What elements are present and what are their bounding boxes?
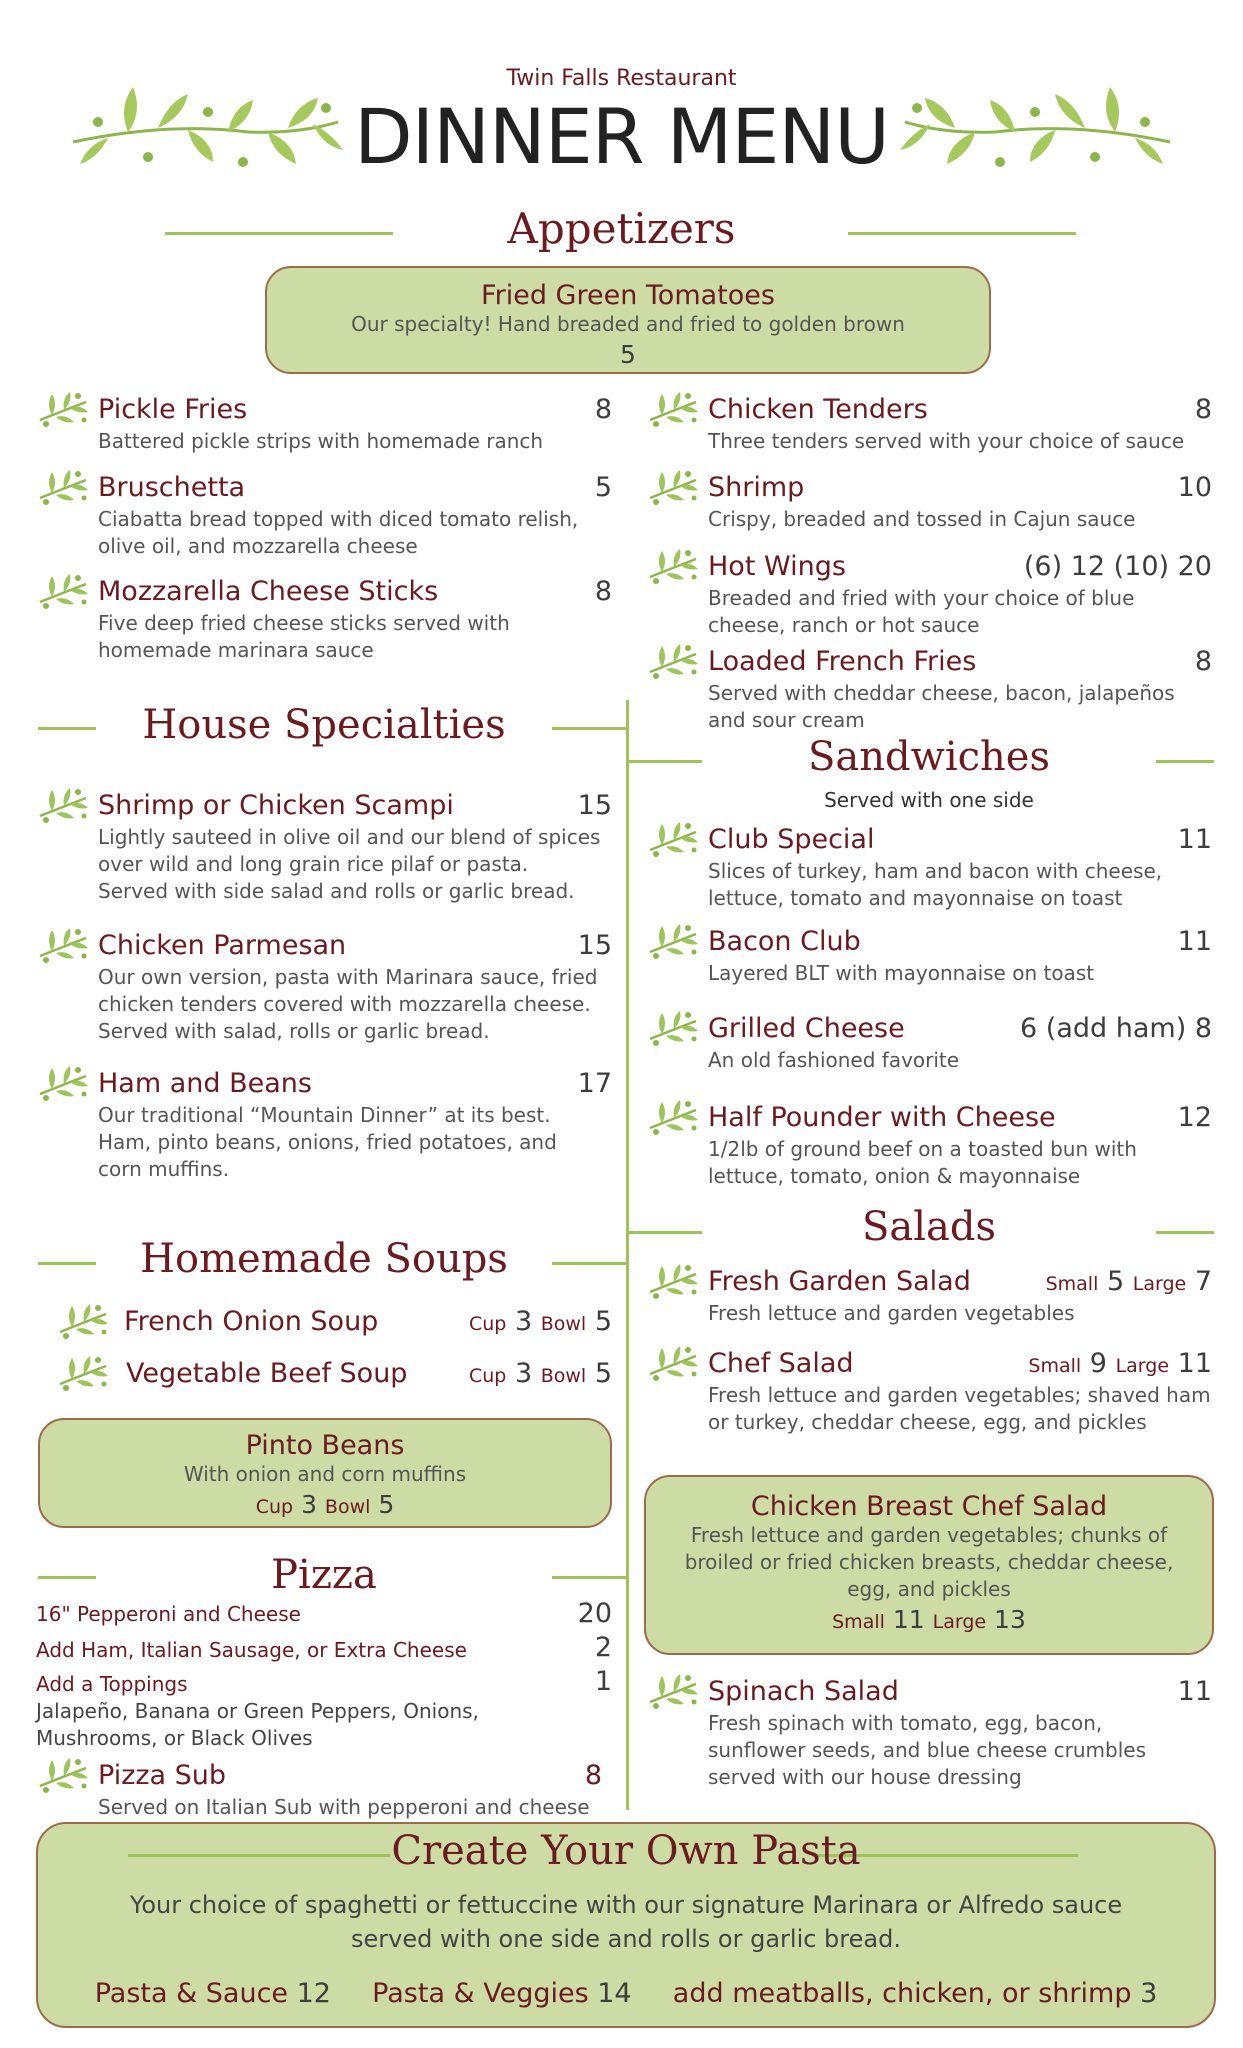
item-desc: Served with cheddar cheese, bacon, jalapeños and sour cream (708, 681, 1175, 732)
restaurant-name: Twin Falls Restaurant (506, 66, 737, 91)
item-name: Chef Salad (708, 1348, 854, 1379)
large-price: 11 (1177, 1348, 1212, 1379)
section-title-pasta: Create Your Own Pasta (391, 1828, 861, 1874)
cup-price: 3 (301, 1490, 317, 1519)
pizza-line-price: 2 (594, 1632, 612, 1663)
section-title-pizza: Pizza (271, 1552, 377, 1598)
sprig-icon (648, 1672, 700, 1712)
menu-item (648, 1013, 1212, 1073)
menu-item (648, 1676, 1212, 1789)
divider (1156, 760, 1214, 763)
divider (552, 727, 626, 730)
divider (38, 1576, 96, 1579)
item-price: 11 (1177, 1676, 1212, 1707)
item-name: Hot Wings (708, 551, 846, 582)
featured-name: Pinto Beans (245, 1430, 405, 1461)
item-desc: Lightly sauteed in olive oil and our blend of spices over wild and long grain rice pilaf or pasta. Served with side salad and rolls or garlic bread. (98, 825, 601, 903)
pasta-option: Pasta & Sauce 12 (94, 1978, 331, 2009)
item-price (469, 1358, 612, 1389)
item-price: 8 (594, 576, 612, 607)
menu-item (648, 824, 1212, 910)
item-name: Vegetable Beef Soup (126, 1358, 408, 1389)
featured-desc: Our specialty! Hand breaded and fried to golden brown (351, 312, 905, 336)
item-name: Chicken Parmesan (98, 930, 347, 961)
item-desc: Served on Italian Sub with pepperoni and cheese (98, 1795, 590, 1819)
pizza-line-label: Add Ham, Italian Sausage, or Extra Cheese (36, 1638, 467, 1662)
bowl-price: 5 (594, 1306, 612, 1337)
item-desc: Slices of turkey, ham and bacon with cheese, lettuce, tomato and mayonnaise on toast (708, 859, 1163, 910)
pasta-box (36, 1822, 1216, 2028)
pizza-toppings: Jalapeño, Banana or Green Peppers, Onions, Mushrooms, or Black Olives (36, 1699, 479, 1750)
small-label: Small (832, 1611, 885, 1633)
small-price: 5 (1106, 1266, 1125, 1297)
divider (552, 1262, 626, 1265)
item-name: Spinach Salad (708, 1676, 899, 1707)
item-desc: Five deep fried cheese sticks served with homemade marinara sauce (98, 611, 510, 662)
menu-item (38, 790, 612, 903)
item-name: French Onion Soup (124, 1306, 379, 1337)
salad-item (648, 1348, 1212, 1434)
section-title-sandwiches: Sandwiches (807, 734, 1050, 780)
small-price: 9 (1089, 1348, 1107, 1379)
divider (626, 760, 702, 763)
large-price: 7 (1194, 1266, 1212, 1297)
cup-price: 3 (514, 1358, 533, 1389)
sprig-icon (38, 390, 90, 430)
featured-price: 5 (620, 340, 636, 369)
item-desc: An old fashioned favorite (708, 1048, 960, 1072)
featured-name: Fried Green Tomatoes (481, 280, 775, 311)
item-name: Pizza Sub (98, 1760, 227, 1791)
cup-price: 3 (514, 1306, 533, 1337)
sprig-icon (648, 642, 700, 682)
featured-name: Chicken Breast Chef Salad (750, 1491, 1108, 1522)
menu-item (38, 1068, 612, 1181)
sprig-icon (648, 820, 700, 860)
item-name: Chicken Tenders (708, 394, 928, 425)
sprig-icon (58, 1354, 110, 1394)
sprig-icon (648, 1262, 700, 1302)
pasta-desc: Your choice of spaghetti or fettuccine with our signature Marinara or Alfredo sauce served with one side and rolls or garlic bread. (129, 1891, 1123, 1953)
featured-appetizer-box (265, 266, 991, 374)
menu-item (38, 930, 612, 1043)
sprig-icon (38, 1064, 90, 1104)
featured-desc: With onion and corn muffins (183, 1462, 467, 1486)
bowl-price: 5 (594, 1358, 612, 1389)
small-label: Small (1028, 1355, 1082, 1377)
divider (38, 727, 96, 730)
sprig-icon (38, 926, 90, 966)
featured-price (646, 1605, 1212, 1634)
item-name: Half Pounder with Cheese (708, 1102, 1056, 1133)
sprig-icon (38, 1756, 90, 1796)
item-desc: Our own version, pasta with Marinara sauce, fried chicken tenders covered with mozzarella cheese. Served with salad, rolls or garlic bread. (98, 965, 598, 1043)
item-name: Fresh Garden Salad (708, 1266, 971, 1297)
item-name: Club Special (708, 824, 875, 855)
menu-item (648, 646, 1212, 732)
sprig-icon (38, 786, 90, 826)
pizza-line-price: 1 (594, 1666, 612, 1697)
featured-soup-box (38, 1418, 612, 1528)
sprig-icon (38, 572, 90, 612)
section-title-homemade-soups: Homemade Soups (140, 1236, 508, 1282)
menu-item (648, 394, 1212, 454)
large-label: Large (1115, 1355, 1170, 1377)
item-price (469, 1306, 612, 1337)
section-title-salads: Salads (861, 1204, 997, 1250)
soup-item (58, 1306, 612, 1346)
item-price: 8 (1194, 646, 1212, 677)
menu-item (38, 576, 612, 662)
item-name: Bruschetta (98, 472, 246, 503)
cup-label: Cup (468, 1365, 507, 1387)
item-price (1046, 1266, 1212, 1297)
sprig-icon (648, 1098, 700, 1138)
sprig-icon (648, 547, 700, 587)
item-desc: Layered BLT with mayonnaise on toast (708, 961, 1095, 985)
bowl-label: Bowl (540, 1313, 587, 1335)
bowl-label: Bowl (324, 1496, 371, 1518)
featured-price (40, 1490, 610, 1519)
item-name: Loaded French Fries (708, 646, 977, 677)
menu-item (38, 1760, 612, 1820)
soup-item (58, 1358, 612, 1398)
item-price: 6 (add ham) 8 (1020, 1013, 1212, 1044)
menu-item (648, 926, 1212, 986)
section-title-house-specialties: House Specialties (142, 702, 506, 748)
bowl-label: Bowl (540, 1365, 587, 1387)
cup-label: Cup (468, 1313, 507, 1335)
menu-item (648, 472, 1212, 532)
cup-label: Cup (255, 1496, 294, 1518)
divider (38, 1262, 96, 1265)
item-price: 8 (584, 1760, 602, 1791)
item-price: 15 (577, 930, 612, 961)
sprig-icon (648, 468, 700, 508)
menu-item (648, 551, 1212, 637)
item-desc: Fresh lettuce and garden vegetables; shaved ham or turkey, cheddar cheese, egg, and pickles (708, 1383, 1211, 1434)
item-price: 12 (1177, 1102, 1212, 1133)
sprig-icon (58, 1302, 110, 1342)
item-name: Mozzarella Cheese Sticks (98, 576, 439, 607)
item-price: 8 (1194, 394, 1212, 425)
item-desc: Battered pickle strips with homemade ranch (98, 429, 544, 453)
item-price (1028, 1348, 1212, 1379)
item-name: Pickle Fries (98, 394, 248, 425)
bowl-price: 5 (378, 1490, 395, 1519)
item-desc: Ciabatta bread topped with diced tomato relish, olive oil, and mozzarella cheese (98, 507, 579, 558)
divider (626, 1231, 702, 1234)
sandwiches-subtitle: Served with one side (824, 788, 1034, 812)
item-price: 11 (1177, 926, 1212, 957)
item-name: Shrimp or Chicken Scampi (98, 790, 454, 821)
large-label: Large (932, 1611, 987, 1633)
pizza-line-price: 20 (577, 1598, 612, 1629)
featured-salad-box (644, 1475, 1214, 1655)
item-price: 8 (594, 394, 612, 425)
item-price: 5 (594, 472, 612, 503)
pizza-line-label: Add a Toppings (36, 1672, 188, 1696)
pasta-option: Pasta & Veggies 14 (372, 1978, 632, 2009)
pasta-option: add meatballs, chicken, or shrimp 3 (672, 1978, 1158, 2009)
sprig-icon (648, 1009, 700, 1049)
menu-item (648, 1102, 1212, 1188)
featured-desc: Fresh lettuce and garden vegetables; chunks of broiled or fried chicken breasts, cheddar cheese, egg, and pickles (684, 1523, 1174, 1601)
pasta-options (38, 1978, 1214, 2009)
large-label: Large (1132, 1273, 1187, 1295)
item-price: 17 (577, 1068, 612, 1099)
sprig-icon (648, 922, 700, 962)
large-price: 13 (994, 1605, 1026, 1634)
item-price: 10 (1177, 472, 1212, 503)
item-desc: Three tenders served with your choice of sauce (708, 429, 1185, 453)
small-label: Small (1045, 1273, 1099, 1295)
salad-item (648, 1266, 1212, 1326)
item-desc: 1/2lb of ground beef on a toasted bun with lettuce, tomato, onion & mayonnaise (708, 1137, 1137, 1188)
item-name: Ham and Beans (98, 1068, 312, 1099)
divider (1156, 1231, 1214, 1234)
sprig-icon (38, 468, 90, 508)
sprig-icon (648, 390, 700, 430)
item-price: (6) 12 (10) 20 (1023, 551, 1212, 582)
menu-item (38, 472, 612, 558)
item-desc: Breaded and fried with your choice of blue cheese, ranch or hot sauce (708, 586, 1135, 637)
sprig-icon (648, 1344, 700, 1384)
pizza-line-label: 16" Pepperoni and Cheese (36, 1602, 301, 1626)
item-name: Bacon Club (708, 926, 861, 957)
item-name: Grilled Cheese (708, 1013, 905, 1044)
item-price: 11 (1177, 824, 1212, 855)
small-price: 11 (892, 1605, 925, 1634)
item-desc: Fresh spinach with tomato, egg, bacon, sunflower seeds, and blue cheese crumbles served with our house dressing (708, 1711, 1146, 1789)
menu-title: DINNER MENU (354, 92, 889, 181)
item-desc: Our traditional “Mountain Dinner” at its best. Ham, pinto beans, onions, fried potatoes, and corn muffins. (98, 1103, 557, 1181)
column-divider (626, 700, 629, 1810)
item-desc: Crispy, breaded and tossed in Cajun sauce (708, 507, 1136, 531)
item-desc: Fresh lettuce and garden vegetables (708, 1301, 1075, 1325)
menu-item (38, 394, 612, 454)
item-name: Shrimp (708, 472, 805, 503)
item-price: 15 (577, 790, 612, 821)
section-title-appetizers: Appetizers (507, 204, 736, 253)
divider (552, 1576, 626, 1579)
